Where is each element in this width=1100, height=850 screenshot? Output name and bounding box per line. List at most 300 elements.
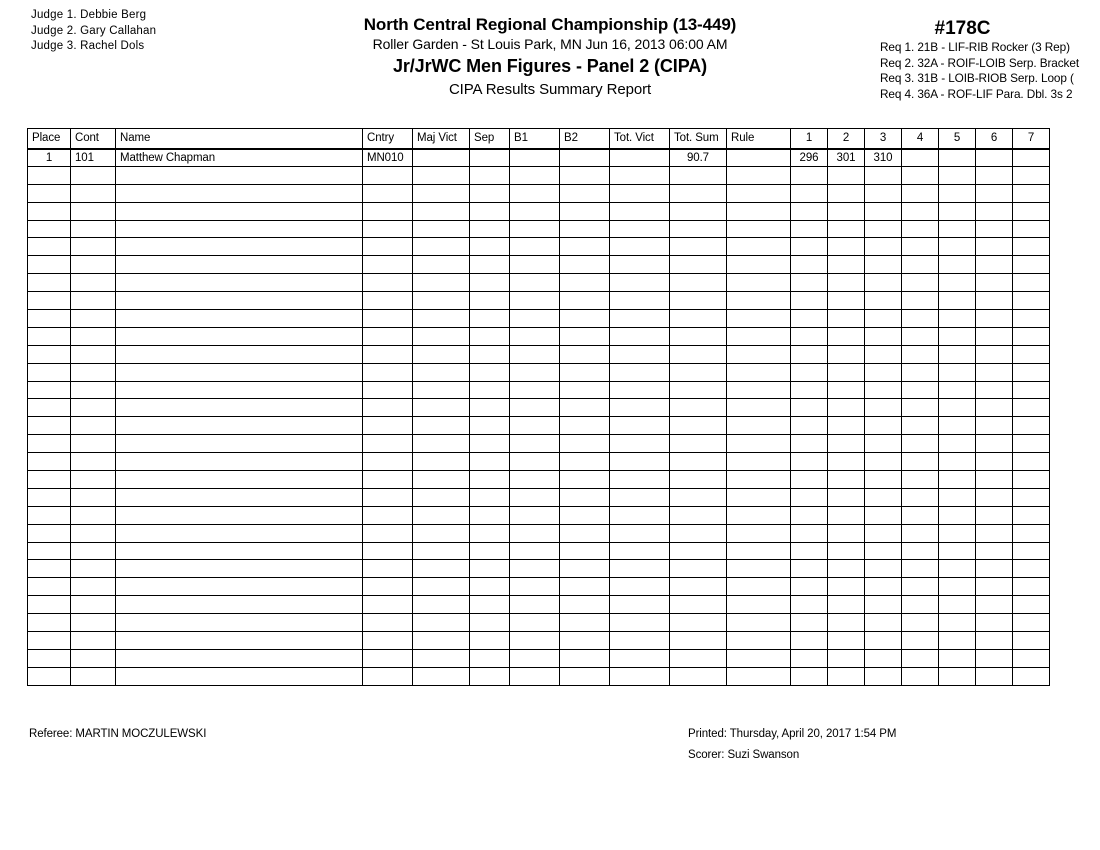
table-row-empty <box>28 488 1050 506</box>
cell-cntry <box>363 524 413 542</box>
cell-maj_vict <box>413 649 470 667</box>
cell-b1 <box>510 310 560 328</box>
cell-j5 <box>939 381 976 399</box>
cell-j3 <box>865 542 902 560</box>
cell-tot_vict <box>610 632 670 650</box>
cell-cont <box>71 292 116 310</box>
cell-tot_sum <box>670 632 727 650</box>
table-row-empty <box>28 667 1050 685</box>
column-header-maj_vict: Maj Vict <box>413 129 470 149</box>
cell-j5 <box>939 399 976 417</box>
cell-j6 <box>976 345 1013 363</box>
cell-cntry <box>363 220 413 238</box>
cell-rule <box>727 667 791 685</box>
column-header-cntry: Cntry <box>363 129 413 149</box>
cell-cntry <box>363 310 413 328</box>
table-row-empty <box>28 274 1050 292</box>
cell-j1 <box>791 238 828 256</box>
cell-rule <box>727 363 791 381</box>
cell-place: 1 <box>28 149 71 167</box>
cell-cntry <box>363 506 413 524</box>
cell-j4 <box>902 399 939 417</box>
cell-maj_vict <box>413 578 470 596</box>
cell-sep <box>470 542 510 560</box>
cell-cont <box>71 184 116 202</box>
cell-tot_sum <box>670 327 727 345</box>
cell-j2 <box>828 292 865 310</box>
referee-label: Referee: MARTIN MOCZULEWSKI <box>29 728 207 740</box>
cell-tot_vict <box>610 274 670 292</box>
cell-b1 <box>510 149 560 167</box>
cell-b2 <box>560 488 610 506</box>
cell-j7 <box>1013 310 1050 328</box>
cell-j6 <box>976 578 1013 596</box>
cell-rule <box>727 149 791 167</box>
cell-j3 <box>865 327 902 345</box>
cell-tot_sum <box>670 256 727 274</box>
cell-j3 <box>865 471 902 489</box>
cell-sep <box>470 578 510 596</box>
cell-j7 <box>1013 471 1050 489</box>
cell-place <box>28 453 71 471</box>
cell-j4 <box>902 524 939 542</box>
cell-place <box>28 274 71 292</box>
table-header-row <box>28 129 1050 149</box>
cell-cntry <box>363 292 413 310</box>
cell-cntry <box>363 435 413 453</box>
column-header-tot_vict: Tot. Vict <box>610 129 670 149</box>
cell-sep <box>470 292 510 310</box>
cell-name <box>116 560 363 578</box>
cell-b1 <box>510 292 560 310</box>
cell-j7 <box>1013 667 1050 685</box>
cell-rule <box>727 471 791 489</box>
cell-rule <box>727 292 791 310</box>
cell-name <box>116 453 363 471</box>
cell-maj_vict <box>413 417 470 435</box>
cell-name <box>116 649 363 667</box>
column-header-rule: Rule <box>727 129 791 149</box>
cell-sep <box>470 381 510 399</box>
cell-j5 <box>939 184 976 202</box>
column-header-j5: 5 <box>939 129 976 149</box>
column-header-place: Place <box>28 129 71 149</box>
cell-sep <box>470 524 510 542</box>
cell-tot_vict <box>610 310 670 328</box>
cell-tot_vict <box>610 345 670 363</box>
cell-place <box>28 578 71 596</box>
cell-j3 <box>865 184 902 202</box>
cell-place <box>28 596 71 614</box>
cell-j4 <box>902 542 939 560</box>
cell-j1 <box>791 596 828 614</box>
cell-cont <box>71 399 116 417</box>
cell-name: Matthew Chapman <box>116 149 363 167</box>
cell-maj_vict <box>413 506 470 524</box>
table-row-empty <box>28 256 1050 274</box>
cell-b2 <box>560 506 610 524</box>
cell-rule <box>727 453 791 471</box>
cell-j5 <box>939 292 976 310</box>
cell-j4 <box>902 417 939 435</box>
cell-tot_vict <box>610 596 670 614</box>
cell-cont <box>71 542 116 560</box>
cell-cont <box>71 649 116 667</box>
cell-rule <box>727 524 791 542</box>
cell-b2 <box>560 327 610 345</box>
cell-j4 <box>902 220 939 238</box>
cell-cont: 101 <box>71 149 116 167</box>
cell-j4 <box>902 596 939 614</box>
cell-tot_sum: 90.7 <box>670 149 727 167</box>
cell-tot_sum <box>670 310 727 328</box>
cell-maj_vict <box>413 238 470 256</box>
cell-b2 <box>560 542 610 560</box>
cell-name <box>116 184 363 202</box>
cell-name <box>116 274 363 292</box>
cell-tot_sum <box>670 667 727 685</box>
cell-j3 <box>865 506 902 524</box>
cell-maj_vict <box>413 399 470 417</box>
cell-tot_vict <box>610 524 670 542</box>
cell-j2 <box>828 453 865 471</box>
cell-sep <box>470 435 510 453</box>
cell-j1 <box>791 417 828 435</box>
cell-b2 <box>560 184 610 202</box>
cell-j6 <box>976 202 1013 220</box>
cell-j6 <box>976 327 1013 345</box>
cell-tot_vict <box>610 649 670 667</box>
cell-place <box>28 363 71 381</box>
cell-b1 <box>510 166 560 184</box>
cell-b2 <box>560 363 610 381</box>
cell-j7 <box>1013 399 1050 417</box>
cell-j2 <box>828 381 865 399</box>
cell-name <box>116 488 363 506</box>
cell-tot_sum <box>670 202 727 220</box>
cell-name <box>116 202 363 220</box>
cell-tot_sum <box>670 560 727 578</box>
cell-tot_vict <box>610 578 670 596</box>
cell-j7 <box>1013 560 1050 578</box>
cell-place <box>28 506 71 524</box>
cell-b1 <box>510 399 560 417</box>
cell-j5 <box>939 560 976 578</box>
cell-tot_sum <box>670 506 727 524</box>
cell-j7 <box>1013 345 1050 363</box>
cell-j2 <box>828 488 865 506</box>
table-row-empty <box>28 524 1050 542</box>
cell-b1 <box>510 614 560 632</box>
cell-place <box>28 614 71 632</box>
cell-b2 <box>560 310 610 328</box>
cell-j5 <box>939 256 976 274</box>
cell-b1 <box>510 524 560 542</box>
cell-j2 <box>828 560 865 578</box>
cell-cont <box>71 274 116 292</box>
cell-cntry <box>363 614 413 632</box>
cell-j5 <box>939 453 976 471</box>
cell-j2 <box>828 327 865 345</box>
cell-name <box>116 632 363 650</box>
cell-j5 <box>939 578 976 596</box>
report-subtitle: CIPA Results Summary Report <box>448 81 652 98</box>
cell-j2 <box>828 542 865 560</box>
cell-maj_vict <box>413 345 470 363</box>
cell-j2 <box>828 435 865 453</box>
cell-cntry <box>363 649 413 667</box>
cell-cntry <box>363 274 413 292</box>
cell-name <box>116 292 363 310</box>
cell-b1 <box>510 471 560 489</box>
table-row-empty <box>28 453 1050 471</box>
cell-j5 <box>939 435 976 453</box>
table-row-empty <box>28 649 1050 667</box>
cell-b2 <box>560 345 610 363</box>
cell-maj_vict <box>413 381 470 399</box>
cell-name <box>116 256 363 274</box>
cell-j3 <box>865 202 902 220</box>
cell-j1 <box>791 274 828 292</box>
cell-j5 <box>939 649 976 667</box>
scorer-label: Scorer: Suzi Swanson <box>688 749 800 761</box>
cell-tot_sum <box>670 596 727 614</box>
table-row-empty <box>28 632 1050 650</box>
cell-place <box>28 202 71 220</box>
cell-j4 <box>902 238 939 256</box>
cell-j7 <box>1013 274 1050 292</box>
cell-sep <box>470 327 510 345</box>
cell-tot_sum <box>670 524 727 542</box>
cell-j5 <box>939 363 976 381</box>
cell-tot_sum <box>670 417 727 435</box>
cell-rule <box>727 238 791 256</box>
cell-b2 <box>560 166 610 184</box>
cell-j1 <box>791 166 828 184</box>
cell-b1 <box>510 435 560 453</box>
cell-j3 <box>865 488 902 506</box>
cell-j3 <box>865 399 902 417</box>
table-row-empty <box>28 220 1050 238</box>
cell-j7 <box>1013 149 1050 167</box>
cell-b1 <box>510 184 560 202</box>
cell-j6 <box>976 614 1013 632</box>
cell-b2 <box>560 471 610 489</box>
cell-cont <box>71 596 116 614</box>
cell-j2 <box>828 184 865 202</box>
cell-j6 <box>976 274 1013 292</box>
cell-j5 <box>939 524 976 542</box>
cell-place <box>28 524 71 542</box>
cell-j7 <box>1013 524 1050 542</box>
cell-j2 <box>828 166 865 184</box>
cell-place <box>28 417 71 435</box>
cell-cont <box>71 506 116 524</box>
cell-j6 <box>976 417 1013 435</box>
cell-b2 <box>560 274 610 292</box>
cell-sep <box>470 149 510 167</box>
cell-tot_vict <box>610 292 670 310</box>
cell-j2 <box>828 345 865 363</box>
cell-j2 <box>828 524 865 542</box>
cell-j6 <box>976 524 1013 542</box>
cell-place <box>28 542 71 560</box>
table-row-empty <box>28 166 1050 184</box>
cell-cntry <box>363 363 413 381</box>
cell-j2 <box>828 632 865 650</box>
cell-j1 <box>791 220 828 238</box>
cell-j6 <box>976 381 1013 399</box>
cell-b2 <box>560 256 610 274</box>
cell-rule <box>727 381 791 399</box>
cell-j7 <box>1013 184 1050 202</box>
cell-maj_vict <box>413 184 470 202</box>
cell-j7 <box>1013 381 1050 399</box>
cell-j4 <box>902 274 939 292</box>
cell-j3 <box>865 435 902 453</box>
cell-maj_vict <box>413 256 470 274</box>
cell-j6 <box>976 560 1013 578</box>
cell-rule <box>727 632 791 650</box>
cell-tot_vict <box>610 435 670 453</box>
table-row-empty <box>28 363 1050 381</box>
cell-j3 <box>865 524 902 542</box>
cell-b1 <box>510 220 560 238</box>
cell-j7 <box>1013 166 1050 184</box>
cell-b1 <box>510 578 560 596</box>
cell-sep <box>470 345 510 363</box>
cell-cont <box>71 256 116 274</box>
cell-sep <box>470 238 510 256</box>
cell-b2 <box>560 524 610 542</box>
cell-b2 <box>560 632 610 650</box>
cell-j4 <box>902 292 939 310</box>
cell-j1 <box>791 632 828 650</box>
cell-sep <box>470 614 510 632</box>
cell-tot_vict <box>610 506 670 524</box>
cell-cont <box>71 220 116 238</box>
cell-b1 <box>510 560 560 578</box>
cell-j6 <box>976 220 1013 238</box>
cell-b2 <box>560 667 610 685</box>
cell-j1 <box>791 310 828 328</box>
cell-cont <box>71 363 116 381</box>
cell-tot_vict <box>610 363 670 381</box>
cell-b1 <box>510 202 560 220</box>
cell-cntry <box>363 202 413 220</box>
cell-place <box>28 649 71 667</box>
cell-maj_vict <box>413 310 470 328</box>
cell-j6 <box>976 166 1013 184</box>
table-row-empty <box>28 506 1050 524</box>
cell-tot_vict <box>610 560 670 578</box>
cell-j4 <box>902 488 939 506</box>
judge-entry: Judge 1. Debbie Berg <box>31 9 147 21</box>
cell-j1 <box>791 614 828 632</box>
cell-rule <box>727 542 791 560</box>
cell-tot_sum <box>670 488 727 506</box>
cell-j6 <box>976 292 1013 310</box>
cell-place <box>28 632 71 650</box>
cell-name <box>116 363 363 381</box>
cell-j4 <box>902 184 939 202</box>
cell-name <box>116 542 363 560</box>
cell-maj_vict <box>413 149 470 167</box>
cell-cntry <box>363 560 413 578</box>
table-row-empty <box>28 614 1050 632</box>
cell-j5 <box>939 542 976 560</box>
column-header-b2: B2 <box>560 129 610 149</box>
cell-j5 <box>939 596 976 614</box>
results-table <box>27 128 1050 686</box>
cell-tot_sum <box>670 435 727 453</box>
cell-j1 <box>791 667 828 685</box>
cell-j3 <box>865 667 902 685</box>
table-row-empty <box>28 399 1050 417</box>
cell-j6 <box>976 184 1013 202</box>
cell-tot_vict <box>610 542 670 560</box>
cell-j4 <box>902 506 939 524</box>
cell-j5 <box>939 417 976 435</box>
cell-j1 <box>791 435 828 453</box>
cell-cntry: MN010 <box>363 149 413 167</box>
cell-b2 <box>560 149 610 167</box>
cell-tot_sum <box>670 166 727 184</box>
event-title: North Central Regional Championship (13-449) <box>363 15 737 34</box>
cell-maj_vict <box>413 202 470 220</box>
cell-b2 <box>560 202 610 220</box>
cell-tot_sum <box>670 578 727 596</box>
cell-j1: 296 <box>791 149 828 167</box>
cell-j2 <box>828 238 865 256</box>
cell-j3 <box>865 166 902 184</box>
cell-b1 <box>510 256 560 274</box>
table-row-empty <box>28 417 1050 435</box>
cell-tot_vict <box>610 166 670 184</box>
cell-cntry <box>363 596 413 614</box>
cell-sep <box>470 506 510 524</box>
cell-tot_vict <box>610 399 670 417</box>
cell-j1 <box>791 488 828 506</box>
cell-tot_vict <box>610 667 670 685</box>
table-row-empty <box>28 542 1050 560</box>
cell-cntry <box>363 381 413 399</box>
cell-j5 <box>939 274 976 292</box>
cell-j6 <box>976 435 1013 453</box>
cell-b1 <box>510 649 560 667</box>
judge-entry: Judge 2. Gary Callahan <box>31 24 157 37</box>
cell-sep <box>470 649 510 667</box>
cell-maj_vict <box>413 560 470 578</box>
table-row-empty <box>28 435 1050 453</box>
cell-j7 <box>1013 202 1050 220</box>
cell-j1 <box>791 542 828 560</box>
column-header-j3: 3 <box>865 129 902 149</box>
cell-b1 <box>510 274 560 292</box>
cell-j2 <box>828 274 865 292</box>
cell-tot_vict <box>610 417 670 435</box>
cell-b2 <box>560 399 610 417</box>
column-header-j2: 2 <box>828 129 865 149</box>
cell-j7 <box>1013 292 1050 310</box>
cell-j3 <box>865 363 902 381</box>
cell-cntry <box>363 417 413 435</box>
cell-name <box>116 471 363 489</box>
cell-cntry <box>363 453 413 471</box>
cell-j3 <box>865 310 902 328</box>
table-row-empty <box>28 184 1050 202</box>
cell-j6 <box>976 506 1013 524</box>
